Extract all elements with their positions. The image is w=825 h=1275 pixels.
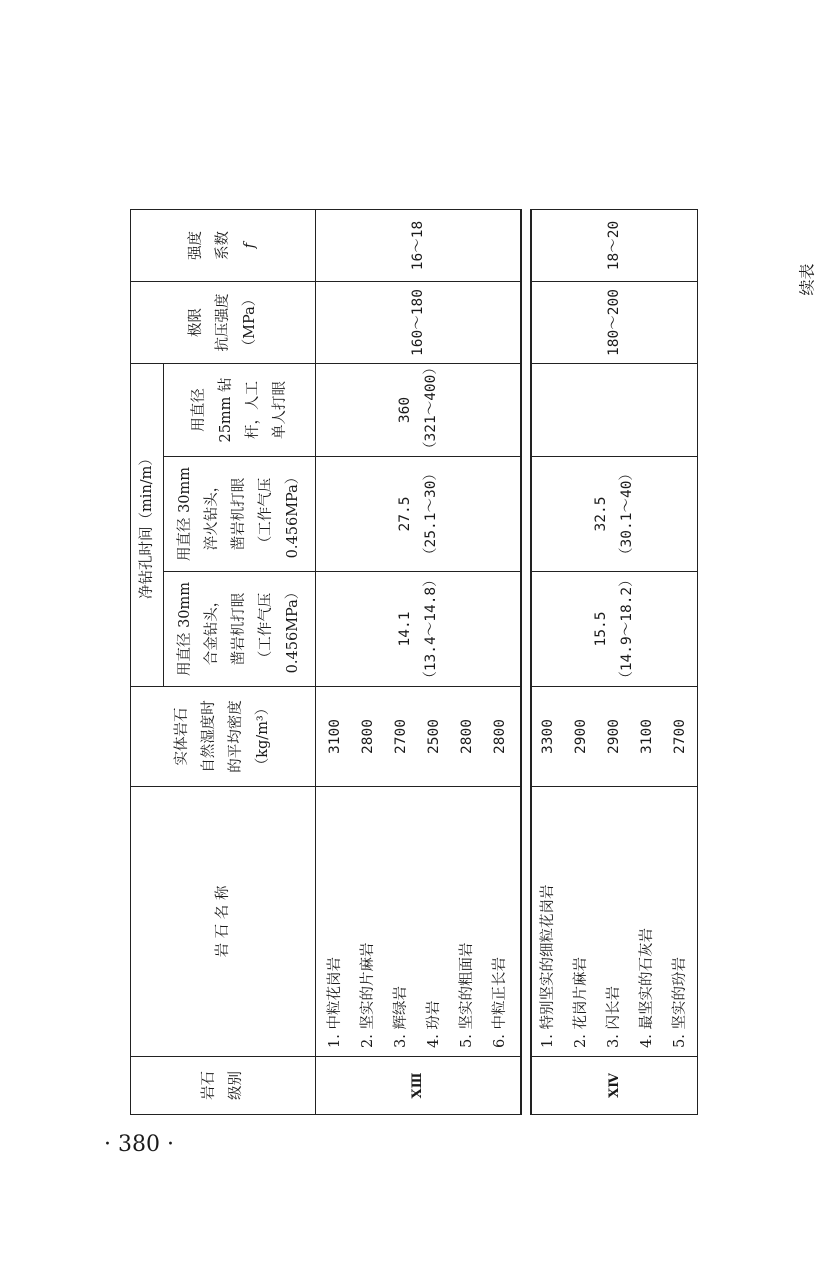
rock-names-cell [531,787,698,1057]
table-row [316,210,521,1115]
header-rock-name: 岩 石 名 称 [131,787,316,1057]
rock-name: 3. 闪长岩 [605,986,622,1048]
density-value: 3300 [539,719,556,754]
rock-name: 5. 坚实的玢岩 [671,957,688,1048]
rock-name: 1. 中粒花岗岩 [326,957,343,1048]
header-drill-time: 净钻孔时间（min/m） [131,364,164,687]
coefficient-value: 16～18 [316,210,521,282]
continued-label: 续表 [797,263,817,296]
grade-cell: ⅩⅢ [316,1057,521,1115]
group-separator [521,210,531,1115]
rock-classification-table [130,209,698,1115]
density-value: 3100 [638,719,655,754]
density-value: 2700 [392,719,409,754]
density-value: 2700 [671,719,688,754]
header-density: 实体岩石 自然湿度时 的平均密度 （kg/m³） [131,687,316,787]
rock-name: 6. 中粒正长岩 [491,957,508,1048]
rock-name: 2. 坚实的片麻岩 [359,942,376,1048]
header-drill-hardened: 用直径 30mm 淬火钻头， 凿岩机打眼 （工作气压 0.456MPa） [164,457,316,572]
header-drill-manual: 用直径 25mm 钻 杆，人工 单人打眼 [164,364,316,457]
grade-cell: ⅩⅣ [531,1057,698,1115]
header-strength: 极限 抗压强度 （MPa） [131,282,316,364]
rock-name: 5. 坚实的粗面岩 [458,942,475,1048]
density-value: 2800 [491,719,508,754]
drill-manual-value [531,364,698,457]
rock-name: 4. 最坚实的石灰岩 [638,928,655,1048]
density-cell [316,687,521,787]
density-value: 2900 [605,719,622,754]
drill-manual-value: 360 （321～400） [316,364,521,457]
header-grade: 岩石 级别 [131,1057,316,1115]
density-value: 3100 [326,719,343,754]
header-coefficient: 强度 系数 f [131,210,316,282]
density-value: 2800 [359,719,376,754]
rock-name: 1. 特别坚实的细粒花岗岩 [539,884,556,1048]
drill-alloy-value: 14.1 （13.4～14.8） [316,572,521,687]
drill-hardened-value: 32.5 （30.1～40） [531,457,698,572]
strength-value: 160～180 [316,282,521,364]
rock-names-cell [316,787,521,1057]
strength-value: 180～200 [531,282,698,364]
drill-alloy-value: 15.5 （14.9～18.2） [531,572,698,687]
rock-classification-table-wrapper [130,210,695,1115]
table-row [531,210,698,1115]
density-value: 2900 [572,719,589,754]
density-cell [531,687,698,787]
rock-name: 4. 玢岩 [425,1000,442,1048]
density-value: 2800 [458,719,475,754]
rock-name: 3. 辉绿岩 [392,986,409,1048]
rotated-table-container [130,210,695,1115]
header-drill-alloy: 用直径 30mm 合金钻头， 凿岩机打眼 （工作气压 0.456MPa） [164,572,316,687]
density-value: 2500 [425,719,442,754]
drill-hardened-value: 27.5 （25.1～30） [316,457,521,572]
rock-name: 2. 花岗片麻岩 [572,957,589,1048]
coefficient-value: 18～20 [531,210,698,282]
page-number: · 380 · [104,1132,174,1157]
